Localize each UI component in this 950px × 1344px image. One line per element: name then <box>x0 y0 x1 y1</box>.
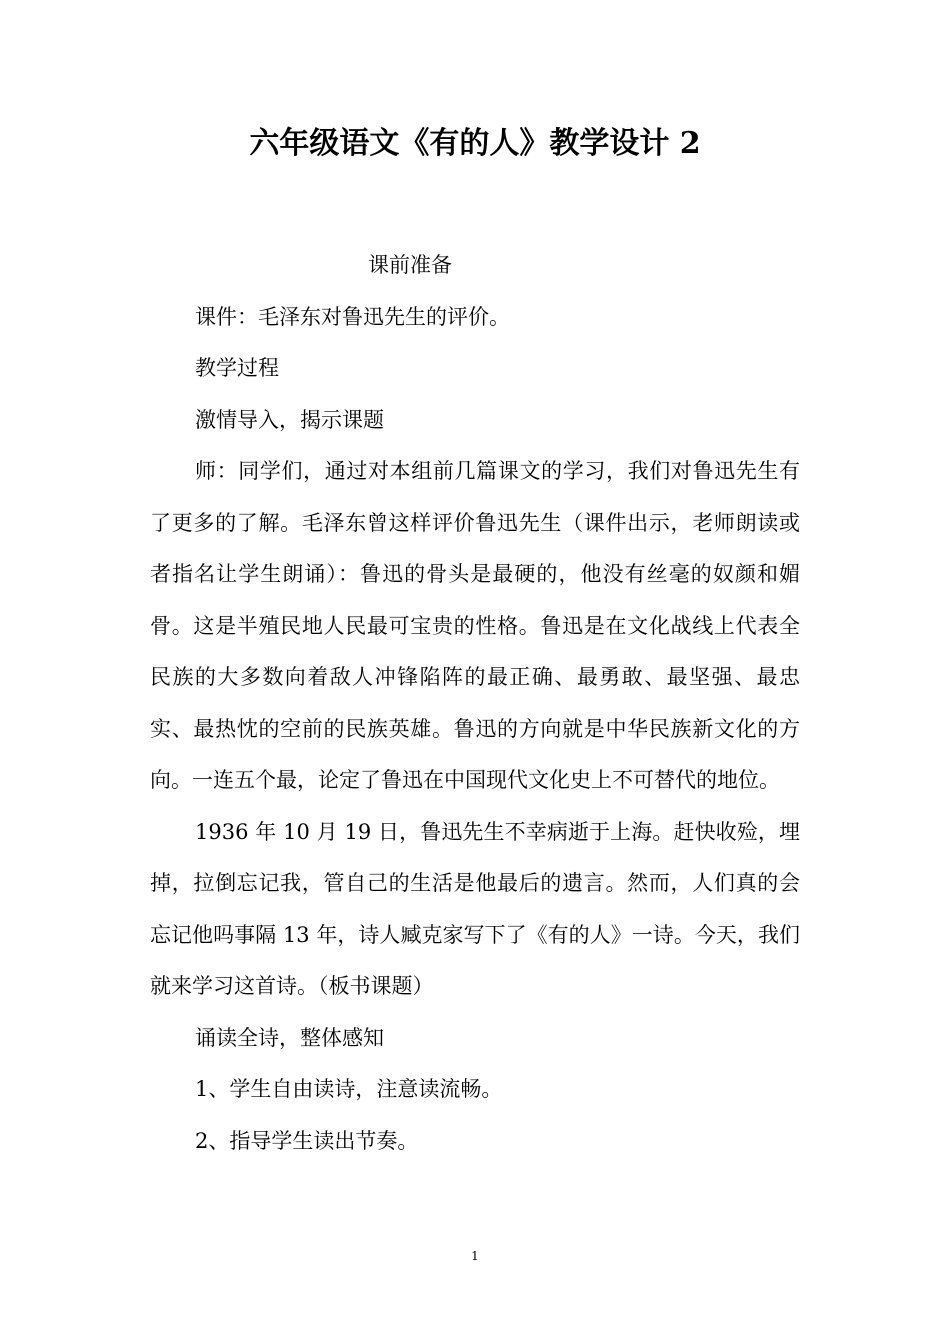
section-heading-preparation: 课前准备 <box>368 253 452 277</box>
document-body <box>150 240 800 1167</box>
section-heading-process: 教学过程 <box>195 356 279 380</box>
subheading-introduction: 激情导入，揭示课题 <box>195 407 384 432</box>
list-item-1: 1、学生自由读诗，注意读流畅。 <box>195 1077 503 1101</box>
page-number: 1 <box>471 1249 479 1263</box>
document-title: 六年级语文《有的人》教学设计 2 <box>249 126 701 161</box>
paragraph-teacher-intro: 师：同学们，通过对本组前几篇课文的学习，我们对鲁迅先生有了更多的了解。毛泽东曾这样评价鲁迅先生（课件出示，老师朗读或者指名让学生朗诵）：鲁迅的骨头是最硬的，他没有丝毫的奴颜和媚骨。这是半殖民地人民最可宝贵的性格。鲁迅是在文化战线上代表全民族的大多数向着敌人冲锋陷阵的最正确、最勇敢、最坚强、最忠实、最热忱的空前的民族英雄。鲁迅的方向就是中华民族新文化的方向。一连五个最，论定了鲁迅在中国现代文化史上不可替代的地位。 <box>150 459 800 792</box>
paragraph-courseware: 课件：毛泽东对鲁迅先生的评价。 <box>195 304 510 329</box>
subheading-reading: 诵读全诗，整体感知 <box>195 1025 384 1050</box>
paragraph-lu-xun-death: 1936 年 10 月 19 日，鲁迅先生不幸病逝于上海。赶快收殓，埋掉，拉倒忘记我，管自己的生活是他最后的遗言。然而，人们真的会忘记他吗事隔 13 年，诗人臧克家写下了《有的人》一诗。今天，我们就来学习这首诗。（板书课题） <box>150 819 800 998</box>
list-item-2: 2、指导学生读出节奏。 <box>195 1128 419 1153</box>
